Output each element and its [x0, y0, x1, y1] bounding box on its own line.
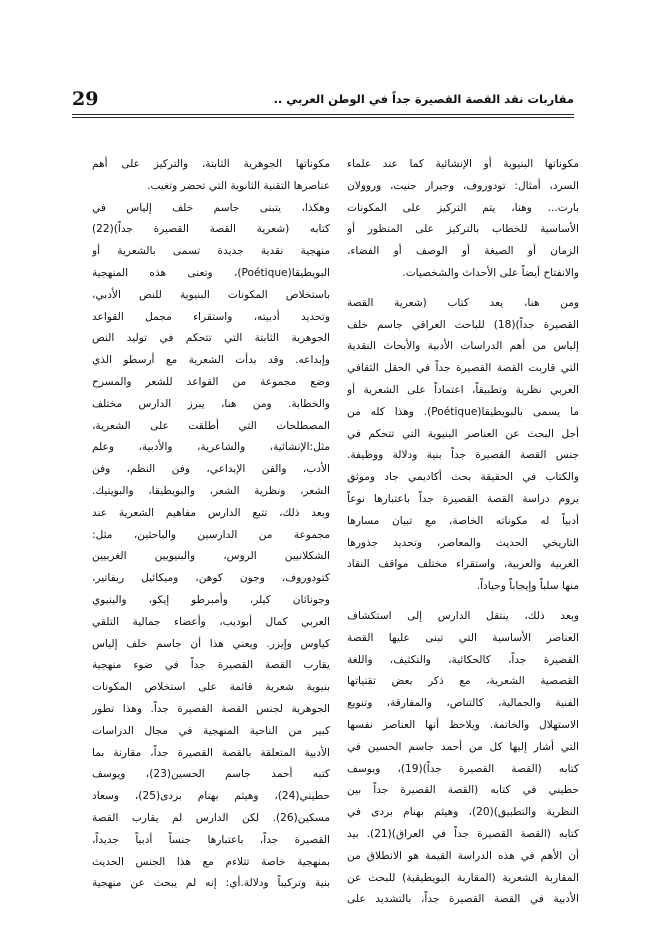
text-line: القصيرة جداً، كالحكائية، والتكثيف، واللغة	[347, 653, 579, 666]
right-column	[347, 154, 579, 911]
text-line: الشكلانيين الروس، والبنيويين الغربيين	[92, 550, 330, 563]
text-line: العربي كمال أبوديب، وأعضاء جمالية التلقي	[92, 615, 330, 628]
text-line: الأساسية للخطاب بالتركيز على المنظور أو	[347, 223, 579, 236]
header-rule-bottom	[72, 117, 574, 118]
text-line: العربي نظرية وتطبيقاً، اعتماداً على الشعرية أو	[347, 383, 579, 396]
text-line: بارت... وهنا، يتم التركيز على المكونات	[347, 201, 579, 214]
page-number: 29	[72, 88, 99, 110]
text-line: التي قاربت القصة القصيرة جداً في الحقل الثقافي	[347, 362, 579, 375]
text-line: بنية وتركيباً ودلالة.أي: إنه لم يبحث عن منهجية	[92, 877, 330, 890]
text-line: منها سلباً وإيجاباً وحياداً.	[476, 580, 579, 593]
text-line: كتابه (القصة القصيرة جداً في العراق)(21). بيد	[347, 827, 579, 840]
text-line: أدبياً له مكوناته الخاصة، مع تبيان مسارها	[347, 514, 579, 527]
text-line: الشعر، ونظرية الشعر، والبويطيقا، والبويتيك.	[92, 484, 330, 497]
left-column	[92, 154, 330, 895]
text-line: البويطيقا(Poétique)، وتعنى هذه المنهجية	[92, 266, 330, 279]
text-line: بنيوية شعرية قائمة على استخلاص المكونات	[92, 681, 330, 694]
text-line: الغربية والعربية، واستقراء مختلف مواقف النقاد	[347, 558, 579, 571]
text-line: باستخلاص المكونات البنيوية للنص الأدبي،	[92, 288, 330, 301]
text-line: كتبه أحمد جاسم الحسين(23)، ويوسف	[92, 768, 330, 781]
text-line: الاستهلال والخاتمة. ويلاحظ أنها العناصر نفسها	[347, 718, 579, 731]
text-line: الأدبية في القصة القصيرة جداً، بالتشديد على	[347, 893, 579, 906]
text-line: النظرية والتطبيق)(20)، وهيثم بهنام بردى في	[347, 806, 579, 819]
text-line: المقاربة الشعرية (المقاربة البويطيقية) للبحث عن	[347, 871, 579, 884]
text-line: وتحديد أدبيته، واستقراء مجمل القواعد	[92, 310, 330, 323]
text-line: العناصر الأساسية التي تبنى عليها القصة	[347, 631, 579, 644]
text-line: حطيني(24)، وهيثم بهنام بردى(25)، وسعاد	[92, 790, 330, 803]
text-line: كبير من الناحية المنهجية في مجال الدراسات	[92, 724, 330, 737]
text-line: وضع مجموعة من القواعد للشعر والمسرح	[92, 375, 330, 388]
text-line: الجوهرية الثابتة التي تتحكم في توليد النص	[92, 332, 330, 345]
text-line: مثل:الإنشائية، والشاعرية، والأدبية، وعلم	[92, 441, 330, 454]
text-line: القصصية الشعرية، مع ذكر بعض تقنياتها	[347, 675, 579, 688]
text-line: والكتاب في الحقيقة بحث أكاديمي جاد وموثق	[347, 471, 579, 484]
text-line: والخطابة. ومن هنا، يبرز الدارس مختلف	[92, 397, 330, 410]
header-rule-top	[72, 114, 574, 115]
text-line: القصيرة جداً)(18) للباحث العراقي جاسم خلف	[347, 318, 579, 331]
page-header	[72, 88, 574, 112]
text-line: كتودوروف، وجون كوهن، وميكائيل ريفاتير،	[92, 572, 330, 585]
text-line: وبعد ذلك، تتبع الدارس مفاهيم الشعرية عند	[92, 506, 330, 519]
text-line: التاريخي الحديث والمعاصر، وتحديد جذورها	[347, 536, 579, 549]
text-line: القصيرة جداً، باعتبارها جنساً أدبياً جديداً،	[92, 833, 330, 846]
text-line: كتابه (القصة القصيرة جداً)(19)، ويوسف	[347, 762, 579, 775]
text-line: وهكذا، يتبنى جاسم خلف إلياس في	[92, 201, 330, 214]
text-line: أجل البحث عن العناصر البنيوية التي تتحكم في	[347, 427, 579, 440]
text-line: الأدب، والفن الإبداعي، وفن النظم، وفن	[92, 463, 330, 476]
text-line: الفنية والجمالية، كالتناص، والمفارقة، وتنويع	[347, 697, 579, 710]
text-line: مكوناتها البنيوية أو الإنشائية كما عند علماء	[347, 158, 579, 170]
running-title: مقاربات نقد القصة القصيرة جداً في الوطن العربي ..	[273, 92, 574, 106]
text-line: منهجية نقدية جديدة تسمى بالشعرية أو	[92, 245, 330, 258]
text-line: مسكين(26). لكن الدارس لم يقارب القصة	[92, 811, 330, 824]
text-line: والانفتاح أيضاً على الأحداث والشخصيات.	[402, 266, 579, 279]
text-line: مكوناتها الجوهرية الثابتة، والتركيز على أهم	[92, 158, 330, 170]
text-line: التي أشار إليها كل من أحمد جاسم الحسين في	[347, 740, 579, 753]
text-line: وجوناثان كيلر، وأمبرطو إيكو، والبنيوي	[92, 593, 330, 606]
text-line: يروم دراسة القصة القصيرة جداً باعتبارها نوعاً	[347, 492, 579, 505]
text-line: وبعد ذلك، ينتقل الدارس إلى استكشاف	[347, 609, 579, 622]
text-line: مجموعة من الدارسين والباحثين، مثل:	[92, 528, 330, 541]
text-line: كتابه (شعرية القصة القصيرة جداً)(22)	[92, 223, 330, 236]
text-line: أن الأهم في هذه الدراسة القيمة هو الانطلاق من	[347, 849, 579, 862]
text-line: ومن هنا، يعد كتاب (شعرية القصة	[347, 296, 579, 309]
text-line: جنس القصة القصيرة جداً بنية ودلالة ووظيفة.	[347, 449, 579, 462]
text-line: إلياس من أهم الدراسات الأدبية والأبحاث النقدية	[347, 340, 579, 353]
text-line: الأدبية المتعلقة بالقصة القصيرة جداً، مقارنة بما	[92, 746, 330, 759]
text-line: المصطلحات التي أطلقت على الشعرية،	[92, 419, 330, 432]
text-line: السرد، أمثال: تودوروف، وجيرار جنيت، وروولان	[347, 179, 579, 192]
text-line: الجوهرية لجنس القصة القصيرة جداً. وهذا تطور	[92, 702, 330, 715]
text-line: وإبداعه. وقد بدأت الشعرية مع أرسطو الذي	[92, 354, 330, 367]
text-line: الزمان أو الصيغة أو الوصف أو الفضاء،	[347, 245, 579, 258]
text-line: بمنهجية خاصة تتلاءم مع هذا الجنس الحديث	[92, 855, 330, 868]
text-line: حطيني في كتابه (القصة القصيرة جداً بين	[347, 784, 579, 797]
text-line: يقارب القصة القصيرة جداً في ضوء منهجية	[92, 659, 330, 672]
text-line: ما يسمى بالبويطيقا(Poétique). وهذا كله من	[347, 405, 579, 418]
text-line: عناصرها التقنية الثانوية التي تحضر وتغيب.	[147, 179, 330, 192]
text-line: كياوس وإيزر. ويعني هذا أن جاسم خلف إلياس	[92, 637, 330, 650]
